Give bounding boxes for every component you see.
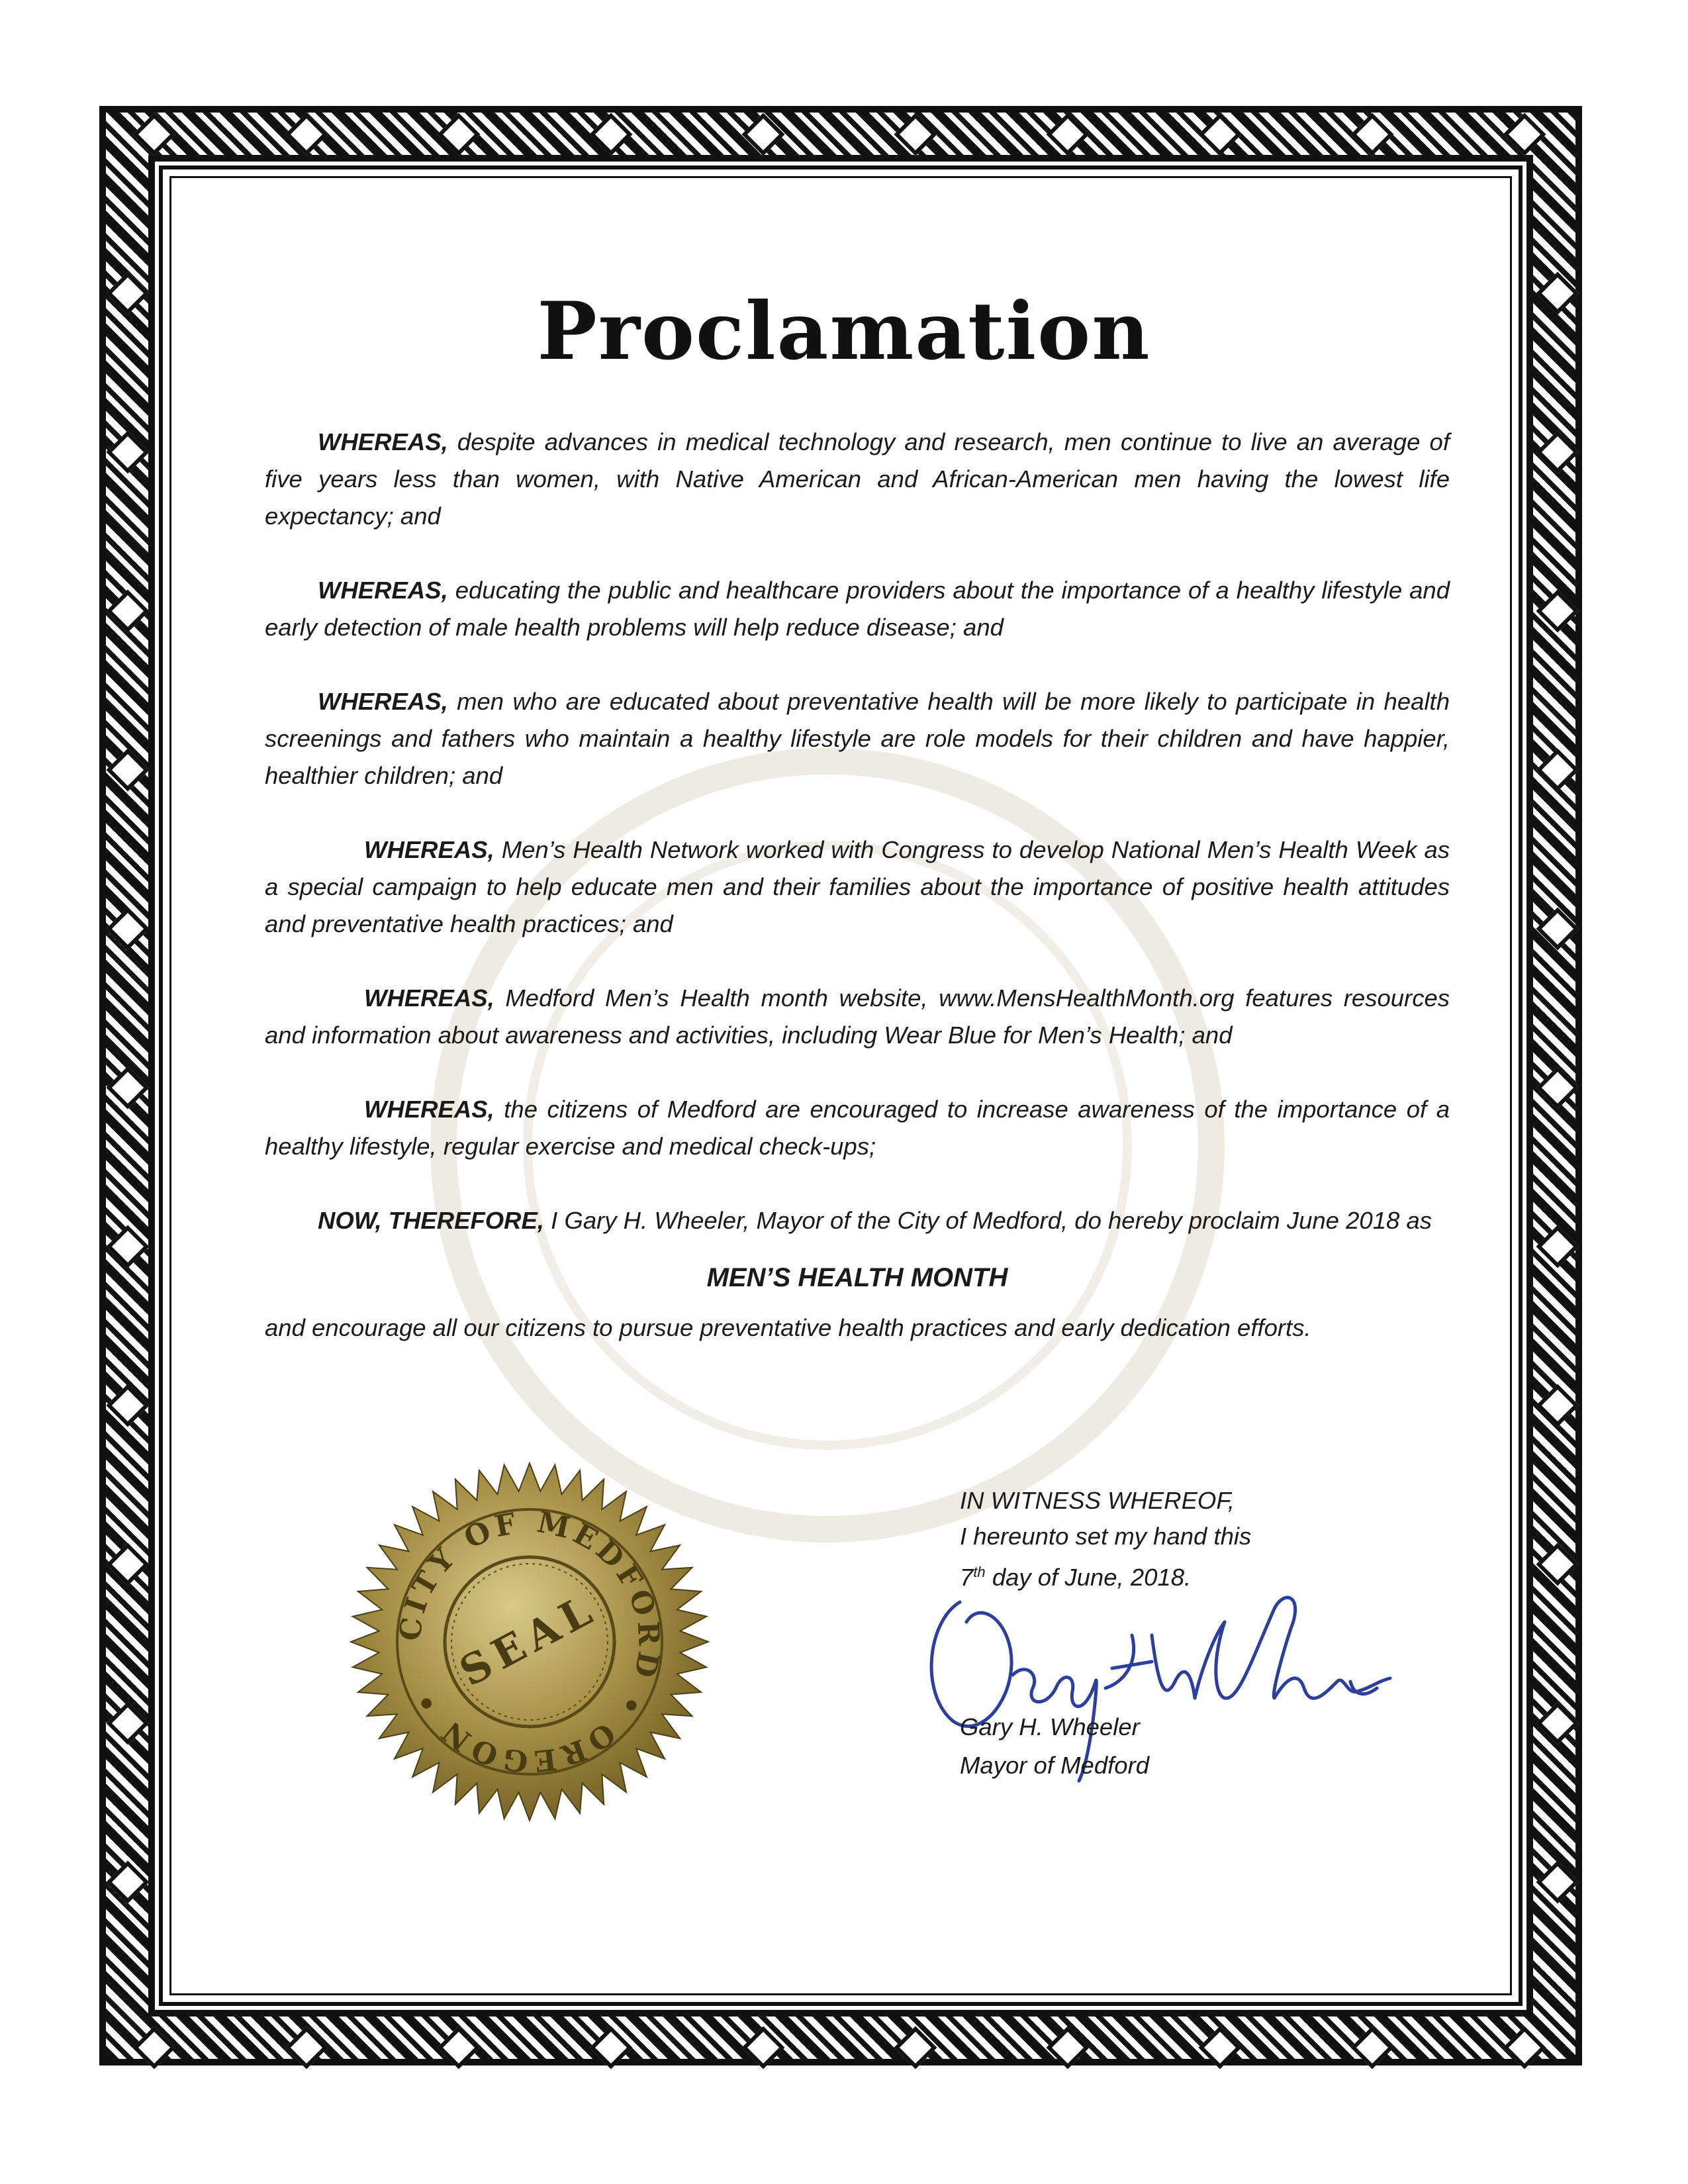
whereas-paragraph-3: WHEREAS, men who are educated about preventative health will be more likely to participate in health screenings and fathers who maintain a healthy lifestyle are role models for their children and have happier, healthier children; and (265, 688, 1450, 789)
gold-seal (344, 1456, 715, 1827)
whereas-paragraph-6: WHEREAS, the citizens of Medford are encouraged to increase awareness of the importance of a healthy lifestyle, regular exercise and medical check-ups; (265, 1096, 1450, 1160)
whereas-paragraph-2: WHEREAS, educating the public and healthcare providers about the importance of a healthy lifestyle and early detection of male health problems will help reduce disease; and (265, 577, 1450, 641)
whereas-paragraph-4: WHEREAS, Men’s Health Network worked with Congress to develop National Men’s Health Week as a special campaign to help educate men and their families about the importance of positive health attitudes and preventative health practices; and (265, 836, 1450, 937)
proclaimed-title: MEN’S HEALTH MONTH (706, 1263, 1008, 1292)
signatory-block (960, 1708, 1149, 1785)
whereas-paragraph-1: WHEREAS, despite advances in medical technology and research, men continue to live an average of five years less than women, with Native American and African-American men having the lowest life expectancy; and (265, 428, 1450, 530)
closing-paragraph: and encourage all our citizens to pursue preventative health practices and early dedication efforts. (265, 1314, 1311, 1341)
witness-block (960, 1483, 1251, 1595)
whereas-paragraph-5: WHEREAS, Medford Men’s Health month website, www.MensHealthMonth.org features resources and information about awareness and activities, including Wear Blue for Men’s Health; and (265, 984, 1450, 1049)
seal-center-text: SEAL (451, 1584, 606, 1696)
witness-line-1: IN WITNESS WHEREOF, (960, 1487, 1235, 1514)
signatory-name: Gary H. Wheeler (960, 1713, 1140, 1740)
witness-line-2: I hereunto set my hand this (960, 1523, 1252, 1550)
page-title: Proclamation (537, 285, 1151, 378)
witness-line-3: 7th day of June, 2018. (960, 1564, 1192, 1591)
now-therefore-paragraph: NOW, THEREFORE, I Gary H. Wheeler, Mayor of the City of Medford, do hereby proclaim June 2018 as (318, 1207, 1432, 1234)
seal-outer-text: CITY OF MEDFORD • OREGON • (393, 1505, 666, 1779)
signatory-title: Mayor of Medford (960, 1752, 1150, 1779)
proclamation-body (265, 424, 1450, 1347)
